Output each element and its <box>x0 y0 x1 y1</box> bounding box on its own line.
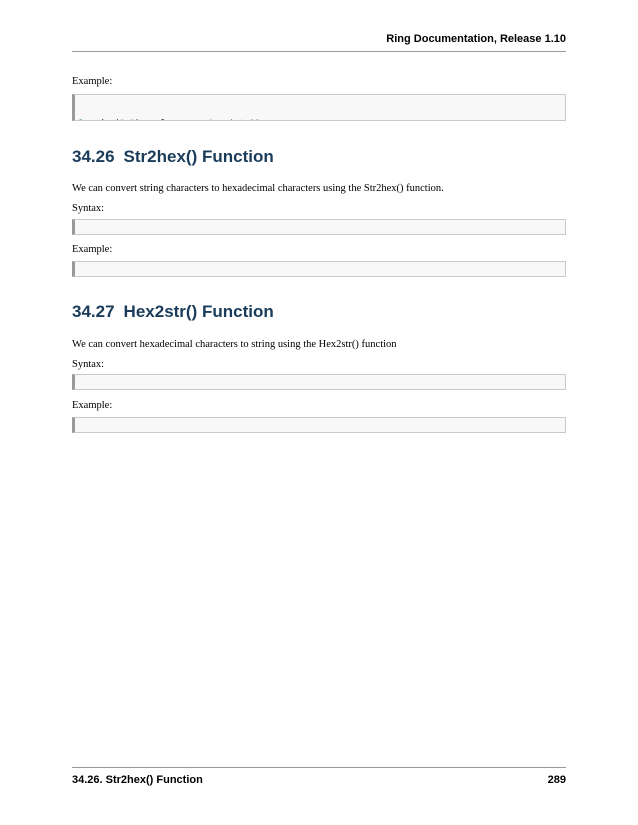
section-heading-str2hex: 34.26 Str2hex() Function <box>72 147 274 166</box>
footer-section-title: 34.26. Str2hex() Function <box>72 774 203 786</box>
code-block-syntax <box>72 219 566 235</box>
header-title: Ring Documentation, Release 1.10 <box>386 33 566 45</box>
example-label-1: Example: <box>72 76 113 87</box>
syntax-label: Syntax: <box>72 359 105 370</box>
footer-rule <box>72 767 566 768</box>
section-description: We can convert string characters to hexadecimal characters using the Str2hex() function. <box>72 183 444 194</box>
code-block-example <box>72 261 566 277</box>
page-number: 289 <box>547 774 566 786</box>
example-label: Example: <box>72 400 113 411</box>
header-rule <box>72 51 566 52</box>
code-block-example <box>72 417 566 433</box>
section-description: We can convert hexadecimal characters to string using the Hex2str() function <box>72 339 397 350</box>
section-heading-hex2str: 34.27 Hex2str() Function <box>72 302 274 321</box>
code-block-dec <box>72 94 566 121</box>
code-block-syntax <box>72 374 566 390</box>
syntax-label: Syntax: <box>72 203 105 214</box>
example-label: Example: <box>72 244 113 255</box>
code-line <box>78 119 561 121</box>
